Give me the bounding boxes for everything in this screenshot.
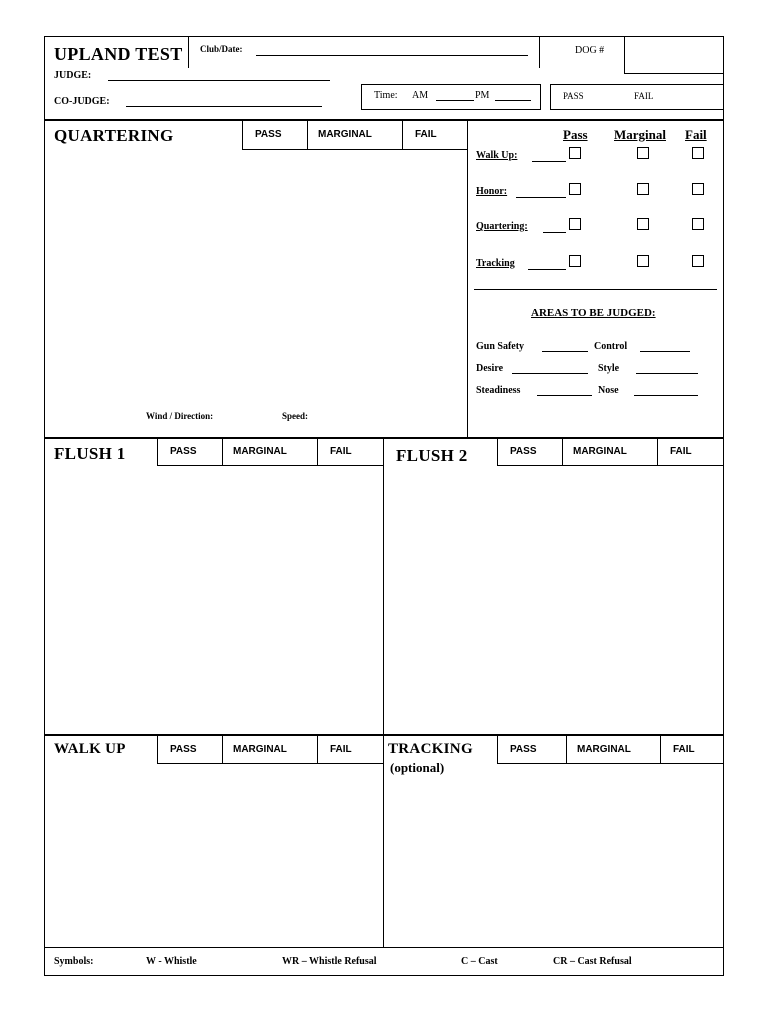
tracking-notes-area[interactable] [388,780,718,940]
quartering-marginal-checkbox[interactable] [637,218,649,230]
symbol-cast-refusal: CR – Cast Refusal [553,956,632,967]
tracking-subtitle: (optional) [390,760,445,775]
cojudge-label: CO-JUDGE: [54,96,110,107]
club-date-field[interactable] [256,55,528,56]
summary-col-marginal: Marginal [614,127,666,142]
cojudge-field[interactable] [126,106,322,107]
symbol-whistle-refusal: WR – Whistle Refusal [282,956,377,967]
quartering-notes-area[interactable] [48,152,462,406]
area-steadiness-label: Steadiness [476,385,521,396]
tracking-line [528,269,566,270]
overall-pass-label[interactable]: PASS [563,91,584,101]
quartering-fail-cell[interactable]: FAIL [402,120,468,150]
flush1-fail-cell[interactable]: FAIL [317,438,384,466]
walkup-fail-cell[interactable]: FAIL [317,735,384,764]
summary-row-walkup-label: Walk Up: [476,150,518,161]
form-title: UPLAND TEST [54,44,183,64]
summary-divider [474,289,717,290]
quartering-pass-checkbox[interactable] [569,218,581,230]
am-label: AM [412,90,429,101]
summary-col-pass: Pass [563,127,588,142]
flush1-marginal-cell[interactable]: MARGINAL [222,438,318,466]
walkup-marginal-cell[interactable]: MARGINAL [222,735,318,764]
style-field[interactable] [636,373,698,374]
summary-row-honor-label: Honor: [476,186,508,197]
walkup-notes-area[interactable] [48,768,378,940]
overall-fail-label[interactable]: FAIL [634,91,654,101]
tracking-fail-checkbox[interactable] [692,255,704,267]
quartering-marginal-cell[interactable]: MARGINAL [307,120,403,150]
flush1-notes-area[interactable] [48,470,378,730]
honor-line [516,197,566,198]
areas-title: AREAS TO BE JUDGED: [531,307,656,319]
pm-label: PM [475,90,490,101]
judge-field[interactable] [108,80,330,81]
middle-divider [383,437,384,947]
steadiness-field[interactable] [537,395,592,396]
honor-marginal-checkbox[interactable] [637,183,649,195]
tracking-pass-checkbox[interactable] [569,255,581,267]
quartering-fail-checkbox[interactable] [692,218,704,230]
walkup-title: WALK UP [54,741,126,757]
symbol-whistle: W - Whistle [146,956,197,967]
area-desire-label: Desire [476,363,504,374]
flush2-fail-cell[interactable]: FAIL [657,438,724,466]
quartering-pass-cell[interactable]: PASS [242,120,308,150]
walkup-pass-checkbox[interactable] [569,147,581,159]
summary-row-quartering-label: Quartering: [476,221,528,232]
symbols-divider [44,947,724,948]
honor-fail-checkbox[interactable] [692,183,704,195]
summary-col-fail: Fail [685,127,707,142]
gun-safety-field[interactable] [542,351,588,352]
tracking-title: TRACKING [388,741,473,757]
tracking-pass-cell[interactable]: PASS [497,735,567,764]
dog-box-bottom [624,73,724,74]
dog-number-field[interactable] [628,40,720,70]
walkup-marginal-checkbox[interactable] [637,147,649,159]
area-control-label: Control [594,341,628,352]
area-style-label: Style [598,363,620,374]
club-date-label: Club/Date: [200,44,243,54]
pm-field[interactable] [495,100,531,101]
dog-number-label: DOG # [575,45,605,56]
control-field[interactable] [640,351,690,352]
time-label: Time: [374,90,398,101]
quartering-title: QUARTERING [54,126,174,145]
area-nose-label: Nose [598,385,619,396]
honor-pass-checkbox[interactable] [569,183,581,195]
symbol-cast: C – Cast [461,956,498,967]
symbols-label: Symbols: [54,956,94,967]
flush2-marginal-cell[interactable]: MARGINAL [562,438,658,466]
quartering-summary-divider [467,119,468,438]
flush2-notes-area[interactable] [388,470,718,730]
walkup-pass-cell[interactable]: PASS [157,735,223,764]
tracking-fail-cell[interactable]: FAIL [660,735,724,764]
speed-label: Speed: [282,411,309,421]
nose-field[interactable] [634,395,698,396]
flush1-pass-cell[interactable]: PASS [157,438,223,466]
flush1-title: FLUSH 1 [54,444,126,463]
judge-label: JUDGE: [54,70,92,81]
summary-row-tracking-label: Tracking [476,258,515,269]
area-gun-safety-label: Gun Safety [476,341,525,352]
walkup-line [532,161,566,162]
flush2-pass-cell[interactable]: PASS [497,438,563,466]
wind-direction-label: Wind / Direction: [146,411,214,421]
quartering-line [543,232,566,233]
am-field[interactable] [436,100,474,101]
walkup-fail-checkbox[interactable] [692,147,704,159]
desire-field[interactable] [512,373,588,374]
flush2-title: FLUSH 2 [396,446,468,465]
dog-divider [624,36,625,74]
tracking-marginal-cell[interactable]: MARGINAL [566,735,661,764]
tracking-marginal-checkbox[interactable] [637,255,649,267]
